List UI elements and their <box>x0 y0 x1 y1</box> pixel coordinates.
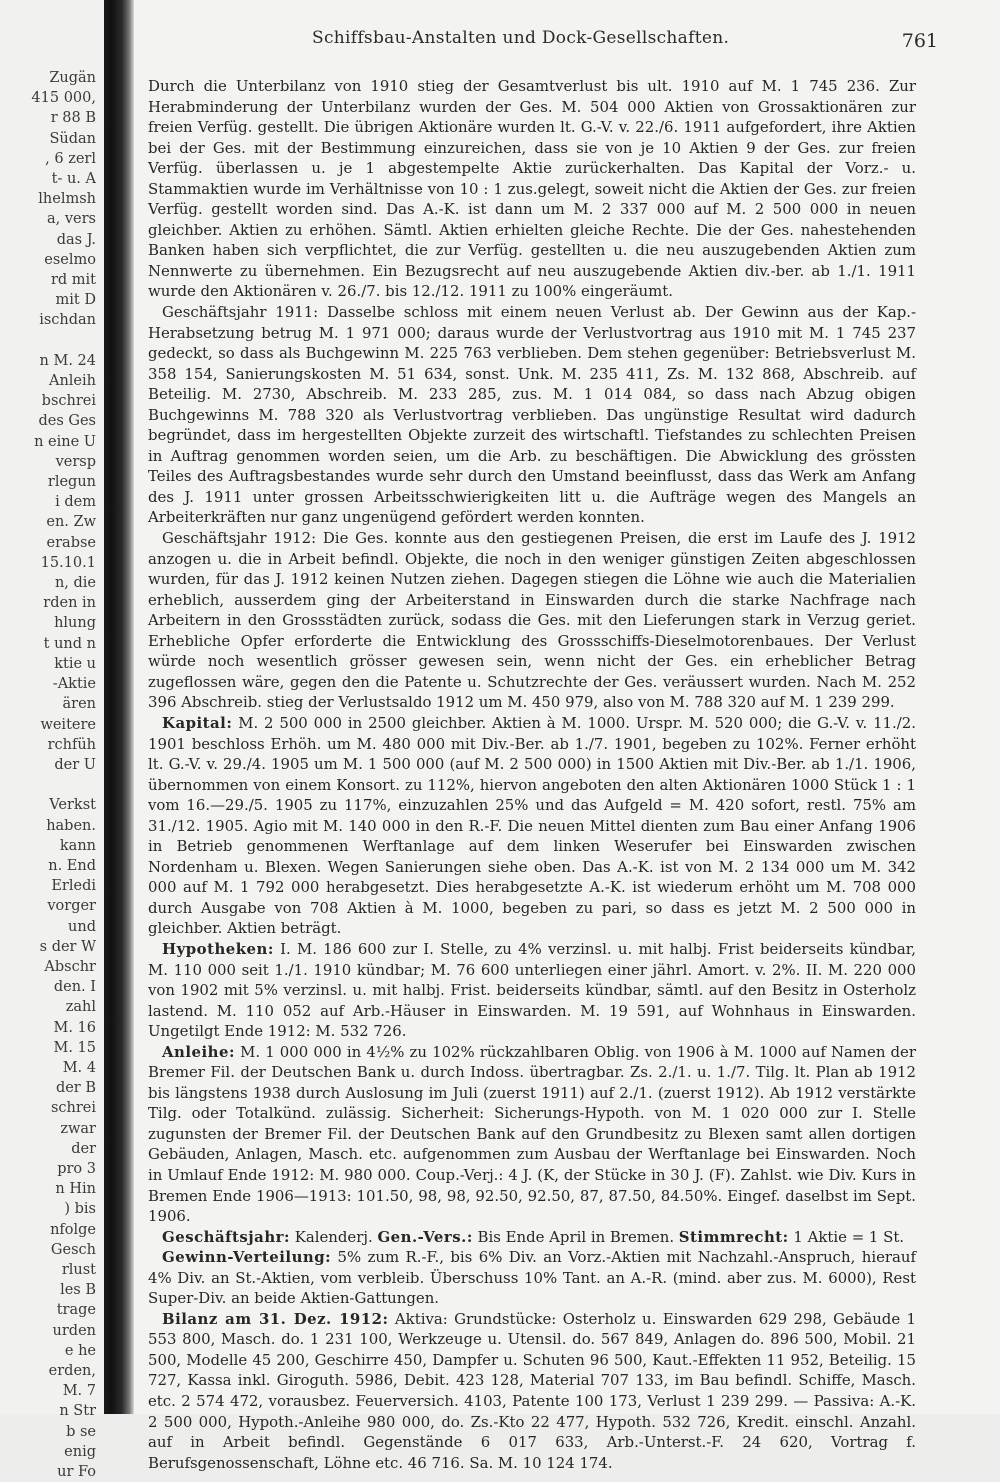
facing-page-line: bschrei <box>41 393 96 410</box>
facing-page-line: rlegun <box>47 474 96 491</box>
paragraph-text: Geschäftsjahr 1911: Dasselbe schloss mit einem neuen Verlust ab. Der Gewinn aus der Kap.-Herabsetzung betrug M. 1 971 000; daraus wurde der Verlustvortrag aus 1910 mit M. 1 745 237 gedeckt, so dass als Buchgewinn M. 225 763 verblieben. Dem stehen gegenüber: Betriebsverlust M. 358 154, Sanierungskosten M. 51 634, sonst. Unk. M. 235 411, Zs. M. 132 868, Abschreib. auf Beteilig. M. 2730, Abschreib. M. 233 285, zus. M. 1 014 084, so dass nach Abzug obigen Buchgewinns M. 788 320 als Verlustvortrag verblieben. Das ungünstige Resultat wird dadurch begründet, dass im hergestellten Objekte zurzeit des wirtschaftl. Tiefstandes zu schlechten Preisen in Auftrag genommen worden seien, um die Arb. zu beschäftigen. Die Abwicklung des grössten Teiles des Auftragsbestandes wurde sehr durch den Umstand beeinflusst, dass das Werk am Anfang des J. 1911 unter grossen Arbeitsschwierigkeiten litt u. die Aufträge wegen des Mangels an Arbeiterkräften nur ganz ungenügend gefördert werden konnten. <box>148 303 916 527</box>
facing-page-line: s der W <box>39 938 96 955</box>
paragraph-intro <box>148 76 916 302</box>
facing-page-line: der <box>71 1140 96 1157</box>
paragraph-text: 1 Aktie = 1 St. <box>788 1227 905 1246</box>
facing-page-line: der U <box>54 756 96 773</box>
paragraph-anleihe <box>148 1042 916 1227</box>
paragraph-text: Geschäftsjahr 1912: Die Ges. konnte aus den gestiegenen Preisen, die erst im Laufe des J. 1912 anzogen u. die in Arbeit befindl. Objekte, die noch in den weniger günstigen Zeiten abgeschlossen wurden, für das J. 1912 keinen Nutzen ziehen. Dagegen stiegen die Löhne wie auch die Materialien erheblich, ausserdem ging der Arbeiterstand in Einswarden durch die starke Nachfrage nach Arbeitern in den Grossstädten zurück, sodass die Ges. mit den Lieferungen stark in Verzug geriet. Erhebliche Opfer erforderte die Entwicklung des Grossschiffs-Dieselmotorenbaues. Der Verlust würde noch wesentlich grösser gewesen sein, wenn nicht der Ges. ein erheblicher Betrag zugeflossen wäre, gegen den die Patente u. Schutzrechte der Ges. veräussert wurden. Nach M. 252 396 Abschreib. stieg der Verlustsaldo 1912 um M. 450 979, also von M. 788 320 auf M. 1 239 299. <box>148 529 916 712</box>
paragraph-geschaeftsjahr-1912 <box>148 528 916 713</box>
body-text <box>148 76 916 1473</box>
facing-page-line: erden, <box>48 1363 96 1379</box>
paragraph-geschaeftsjahr <box>148 1227 916 1248</box>
facing-page-line: und <box>68 918 96 935</box>
facing-page-line: urden <box>52 1322 96 1339</box>
facing-page-line: trage <box>56 1302 96 1319</box>
facing-page-line: Abschr <box>44 958 96 975</box>
section-label-stimmrecht: Stimmrecht: <box>678 1227 789 1246</box>
facing-page-line: pro 3 <box>57 1160 96 1177</box>
facing-page-line: Verkst <box>49 797 96 814</box>
facing-page-line: M. 15 <box>53 1039 96 1056</box>
section-label-anleihe: Anleihe: <box>162 1042 235 1061</box>
facing-page-line: zwar <box>60 1120 96 1137</box>
facing-page-line: haben. <box>46 817 96 834</box>
facing-page-line: i dem <box>55 494 96 511</box>
facing-page-line: a, vers <box>46 211 96 228</box>
facing-page-line: n Str <box>59 1403 96 1420</box>
paragraph-text: M. 2 500 000 in 2500 gleichber. Aktien à M. 1000. Urspr. M. 520 000; die G.-V. v. 11./2. 1901 beschloss Erhöh. um M. 480 000 mit Div.-Ber. ab 1./7. 1901, begeben zu 102%. Ferner erhöht lt. G.-V. v. 29./4. 1905 um M. 1 500 000 (auf M. 2 500 000) in 1500 Aktien mit Div.-Ber. ab 1./1. 1906, übernommen von einem Konsort. zu 112%, hiervon angeboten den alten Aktionären 1000 Stück 1 : 1 vom 16.—29./5. 1905 zu 117%, einzuzahlen 25% und das Aufgeld = M. 420 sofort, restl. 75% am 31./12. 1905. Agio mit M. 140 000 in den R.-F. Die neuen Mittel dienten zum Bau einer Anfang 1906 in Betrieb genommenen Werftanlage auf dem linken Weserufer bei Einswarden zwischen Nordenham u. Blexen. Wegen Sanierungen siehe oben. Das A.-K. ist von M. 2 134 000 um M. 342 000 auf M. 1 792 000 herabgesetzt. Dies herabgesetzte A.-K. ist wiederum erhöht um M. 708 000 durch Ausgabe von 708 Aktien à M. 1000, begeben zu pari, so dass es jetzt M. 2 500 000 in gleichber. Aktien beträgt. <box>148 713 916 938</box>
facing-page-line: n. End <box>48 857 96 874</box>
facing-page-line: der B <box>55 1080 96 1097</box>
facing-page-line: b se <box>66 1423 96 1440</box>
facing-page-line: rd mit <box>50 272 96 289</box>
facing-page-line: -Aktie <box>52 676 96 693</box>
facing-page-line: vorger <box>47 898 96 915</box>
facing-page-line: t und n <box>43 635 96 652</box>
paragraph-text: Kalenderj. <box>290 1227 378 1246</box>
facing-page-line: weitere <box>40 716 96 733</box>
facing-page-text <box>0 68 104 1482</box>
facing-page-line: des Ges <box>38 413 96 430</box>
facing-page-line: e he <box>64 1342 96 1359</box>
facing-page-line: kann <box>59 837 96 854</box>
facing-page-line: eselmo <box>44 251 96 268</box>
facing-page-line: rden in <box>43 595 96 612</box>
facing-page-line: M. 16 <box>53 1019 96 1036</box>
facing-page-line: ktie u <box>54 655 96 672</box>
facing-page-line: mit D <box>55 292 96 309</box>
section-label-gewinn-verteilung: Gewinn-Verteilung: <box>162 1248 332 1267</box>
paragraph-text: Bis Ende April in Bremen. <box>472 1227 679 1246</box>
paragraph-text: I. M. 186 600 zur I. Stelle, zu 4% verzinsl. u. mit halbj. Frist beiderseits kündbar, M. 110 000 seit 1./1. 1910 kündbar; M. 76 600 unterliegen einer jährl. Amort. v. 2%. II. M. 220 000 von 1902 mit 5% verzinsl. u. mit halbj. Frist. beiderseits kündbar, sämtl. auf den Besitz in Osterholz lastend. M. 110 052 auf Arb.-Häuser in Einswarden. M. 19 591, auf Wohnhaus in Einswarden. Ungetilgt Ende 1912: M. 532 726. <box>148 939 916 1041</box>
facing-page-line: ischdan <box>39 312 96 329</box>
section-label-geschaeftsjahr: Geschäftsjahr: <box>162 1227 290 1246</box>
facing-page-line <box>0 331 104 351</box>
facing-page-line: , 6 zerl <box>45 150 96 167</box>
facing-page-line: Gesch <box>50 1241 96 1258</box>
facing-page-line: 415 000, <box>31 90 96 107</box>
book-gutter <box>104 0 134 1414</box>
facing-page-line: Südan <box>49 130 96 147</box>
facing-page-line: Anleih <box>48 373 96 390</box>
section-label-hypotheken: Hypotheken: <box>162 939 274 958</box>
facing-page-line <box>0 775 104 795</box>
facing-page-line: 15.10.1 <box>40 554 96 571</box>
section-label-gen-vers: Gen.-Vers.: <box>377 1227 473 1246</box>
facing-page-line: rchfüh <box>47 736 96 753</box>
facing-page-line: r 88 B <box>50 110 96 127</box>
paragraph-text: 5% zum R.-F., bis 6% Div. an Vorz.-Aktien mit Nachzahl.-Anspruch, hierauf 4% Div. an St.-Aktien, vom verbleib. Überschuss 10% Tant. an A.-R. (mind. aber zus. M. 6000), Rest Super-Div. an beide Aktien-Gattungen. <box>148 1248 916 1308</box>
facing-page-line: les B <box>60 1282 96 1299</box>
facing-page-line: hlung <box>54 615 96 632</box>
section-label-bilanz: Bilanz am 31. Dez. 1912: <box>162 1309 389 1328</box>
facing-page-line: lhelmsh <box>38 191 96 208</box>
facing-page-line: versp <box>55 453 96 470</box>
page-number: 761 <box>901 30 938 52</box>
paragraph-text: M. 1 000 000 in 4½% zu 102% rückzahlbaren Oblig. von 1906 à M. 1000 auf Namen der Bremer Fil. der Deutschen Bank u. durch Indoss. übertragbar. Zs. 2./1. u. 1./7. Tilg. lt. Plan ab 1912 bis längstens 1938 durch Auslosung im Juli (zuerst 1911) auf 2./1. (zuerst 1912). Ab 1912 verstärkte Tilg. oder Totalkünd. zulässig. Sicherheit: Sicherungs-Hypoth. von M. 1 020 000 zur I. Stelle zugunsten der Bremer Fil. der Deutschen Bank auf den Grundbesitz zu Blexen samt allen dortigen Gebäuden, Anlagen, Masch. etc. aufgenommen zum Ausbau der Werftanlage bei Einswarden. Noch in Umlauf Ende 1912: M. 980 000. Coup.-Verj.: 4 J. (K, der Stücke in 30 J. (F). Zahlst. wie Div. Kurs in Bremen Ende 1906—1913: 101.50, 98, 98, 92.50, 92.50, 87, 87.50, 84.50%. Eingef. daselbst im Sept. 1906. <box>148 1042 916 1226</box>
paragraph-hypotheken <box>148 939 916 1042</box>
facing-page-line: ur Fo <box>57 1464 96 1481</box>
facing-page-line: rlust <box>61 1261 96 1278</box>
facing-page-line: ären <box>62 696 96 713</box>
facing-page-line: M. 4 <box>62 1059 96 1076</box>
facing-page-line: enig <box>64 1443 96 1460</box>
paragraph-bilanz <box>148 1309 916 1473</box>
facing-page-line: ) bis <box>64 1201 96 1218</box>
facing-page-line: Zugän <box>49 70 96 86</box>
facing-page-line: n eine U <box>34 433 96 450</box>
facing-page-line: schrei <box>50 1100 96 1117</box>
section-label-kapital: Kapital: <box>162 713 233 732</box>
facing-page-line: n Hin <box>55 1181 96 1198</box>
paragraph-gewinn-verteilung <box>148 1247 916 1309</box>
paragraph-geschaeftsjahr-1911 <box>148 302 916 528</box>
facing-page-line: das J. <box>56 231 96 248</box>
facing-page-line: M. 7 <box>62 1383 96 1400</box>
facing-page-line: n M. 24 <box>39 352 96 369</box>
facing-page-line: t- u. A <box>51 171 96 188</box>
facing-page-line: erabse <box>46 534 96 551</box>
paragraph-kapital <box>148 713 916 939</box>
facing-page-line: nfolge <box>50 1221 96 1238</box>
facing-page-line: Erledi <box>51 878 96 895</box>
facing-page-strip <box>0 0 104 1481</box>
running-header: Schiffsbau-Anstalten und Dock-Gesellschaften. <box>312 28 730 48</box>
facing-page-line: en. Zw <box>46 514 96 531</box>
paragraph-text: Durch die Unterbilanz von 1910 stieg der Gesamtverlust bis ult. 1910 auf M. 1 745 236. Zur Herabminderung der Unterbilanz wurden der Ges. M. 504 000 Aktien von Grossaktionären zur freien Verfüg. gestellt. Die übrigen Aktionäre wurden lt. G.-V. v. 22./6. 1911 aufgefordert, ihre Aktien bei der Ges. mit der Bestimmung einzureichen, dass sie von je 10 Aktien 9 der Ges. zur freien Verfüg. überlassen u. je 1 abgestempelte Aktie zurückerhalten. Das Kapital der Vorz.- u. Stammaktien wurde im Verhältnisse von 10 : 1 zus.gelegt, soweit nicht die Aktien der Ges. zur freien Verfüg. gestellt worden sind. Das A.-K. ist dann um M. 2 337 000 auf M. 2 500 000 in neuen gleichber. Aktien zu erhöhen. Sämtl. Aktien erhielten gleiche Rechte. Die der Ges. nahestehenden Banken haben sich verpflichtet, die zur Verfüg. gestellten u. die neu auszugebenden Aktien zum Nennwerte zu übernehmen. Ein Bezugsrecht auf neu auszugebende Aktien div.-ber. ab 1./1. 1911 wurde den Aktionären v. 26./7. bis 12./12. 1911 zu 100% eingeräumt. <box>148 77 916 301</box>
paragraph-text: Aktiva: Grundstücke: Osterholz u. Einswarden 629 298, Gebäude 1 553 800, Masch. do. 1 231 100, Werkzeuge u. Utensil. do. 567 849, Anlagen do. 896 500, Mobil. 21 500, Modelle 45 200, Geschirre 450, Dampfer u. Schuten 96 500, Kaut.-Effekten 11 952, Beteilig. 15 727, Kassa inkl. Giroguth. 5986, Debit. 423 128, Material 707 133, im Bau befindl. Schiffe, Masch. etc. 2 574 472, vorausbez. Feuerversich. 4103, Patente 100 173, Verlust 1 239 299. — Passiva: A.-K. 2 500 000, Hypoth.-Anleihe 980 000, do. Zs.-Kto 22 477, Hypoth. 532 726, Kredit. einschl. Anzahl. auf in Arbeit befindl. Gegenstände 6 017 633, Arb.-Unterst.-F. 24 620, Vortrag f. Berufsgenossenschaft, Löhne etc. 46 716. Sa. M. 10 124 174. <box>148 1309 917 1472</box>
facing-page-line: den. I <box>53 979 96 996</box>
facing-page-line: zahl <box>65 999 96 1016</box>
facing-page-line: n, die <box>54 575 96 592</box>
